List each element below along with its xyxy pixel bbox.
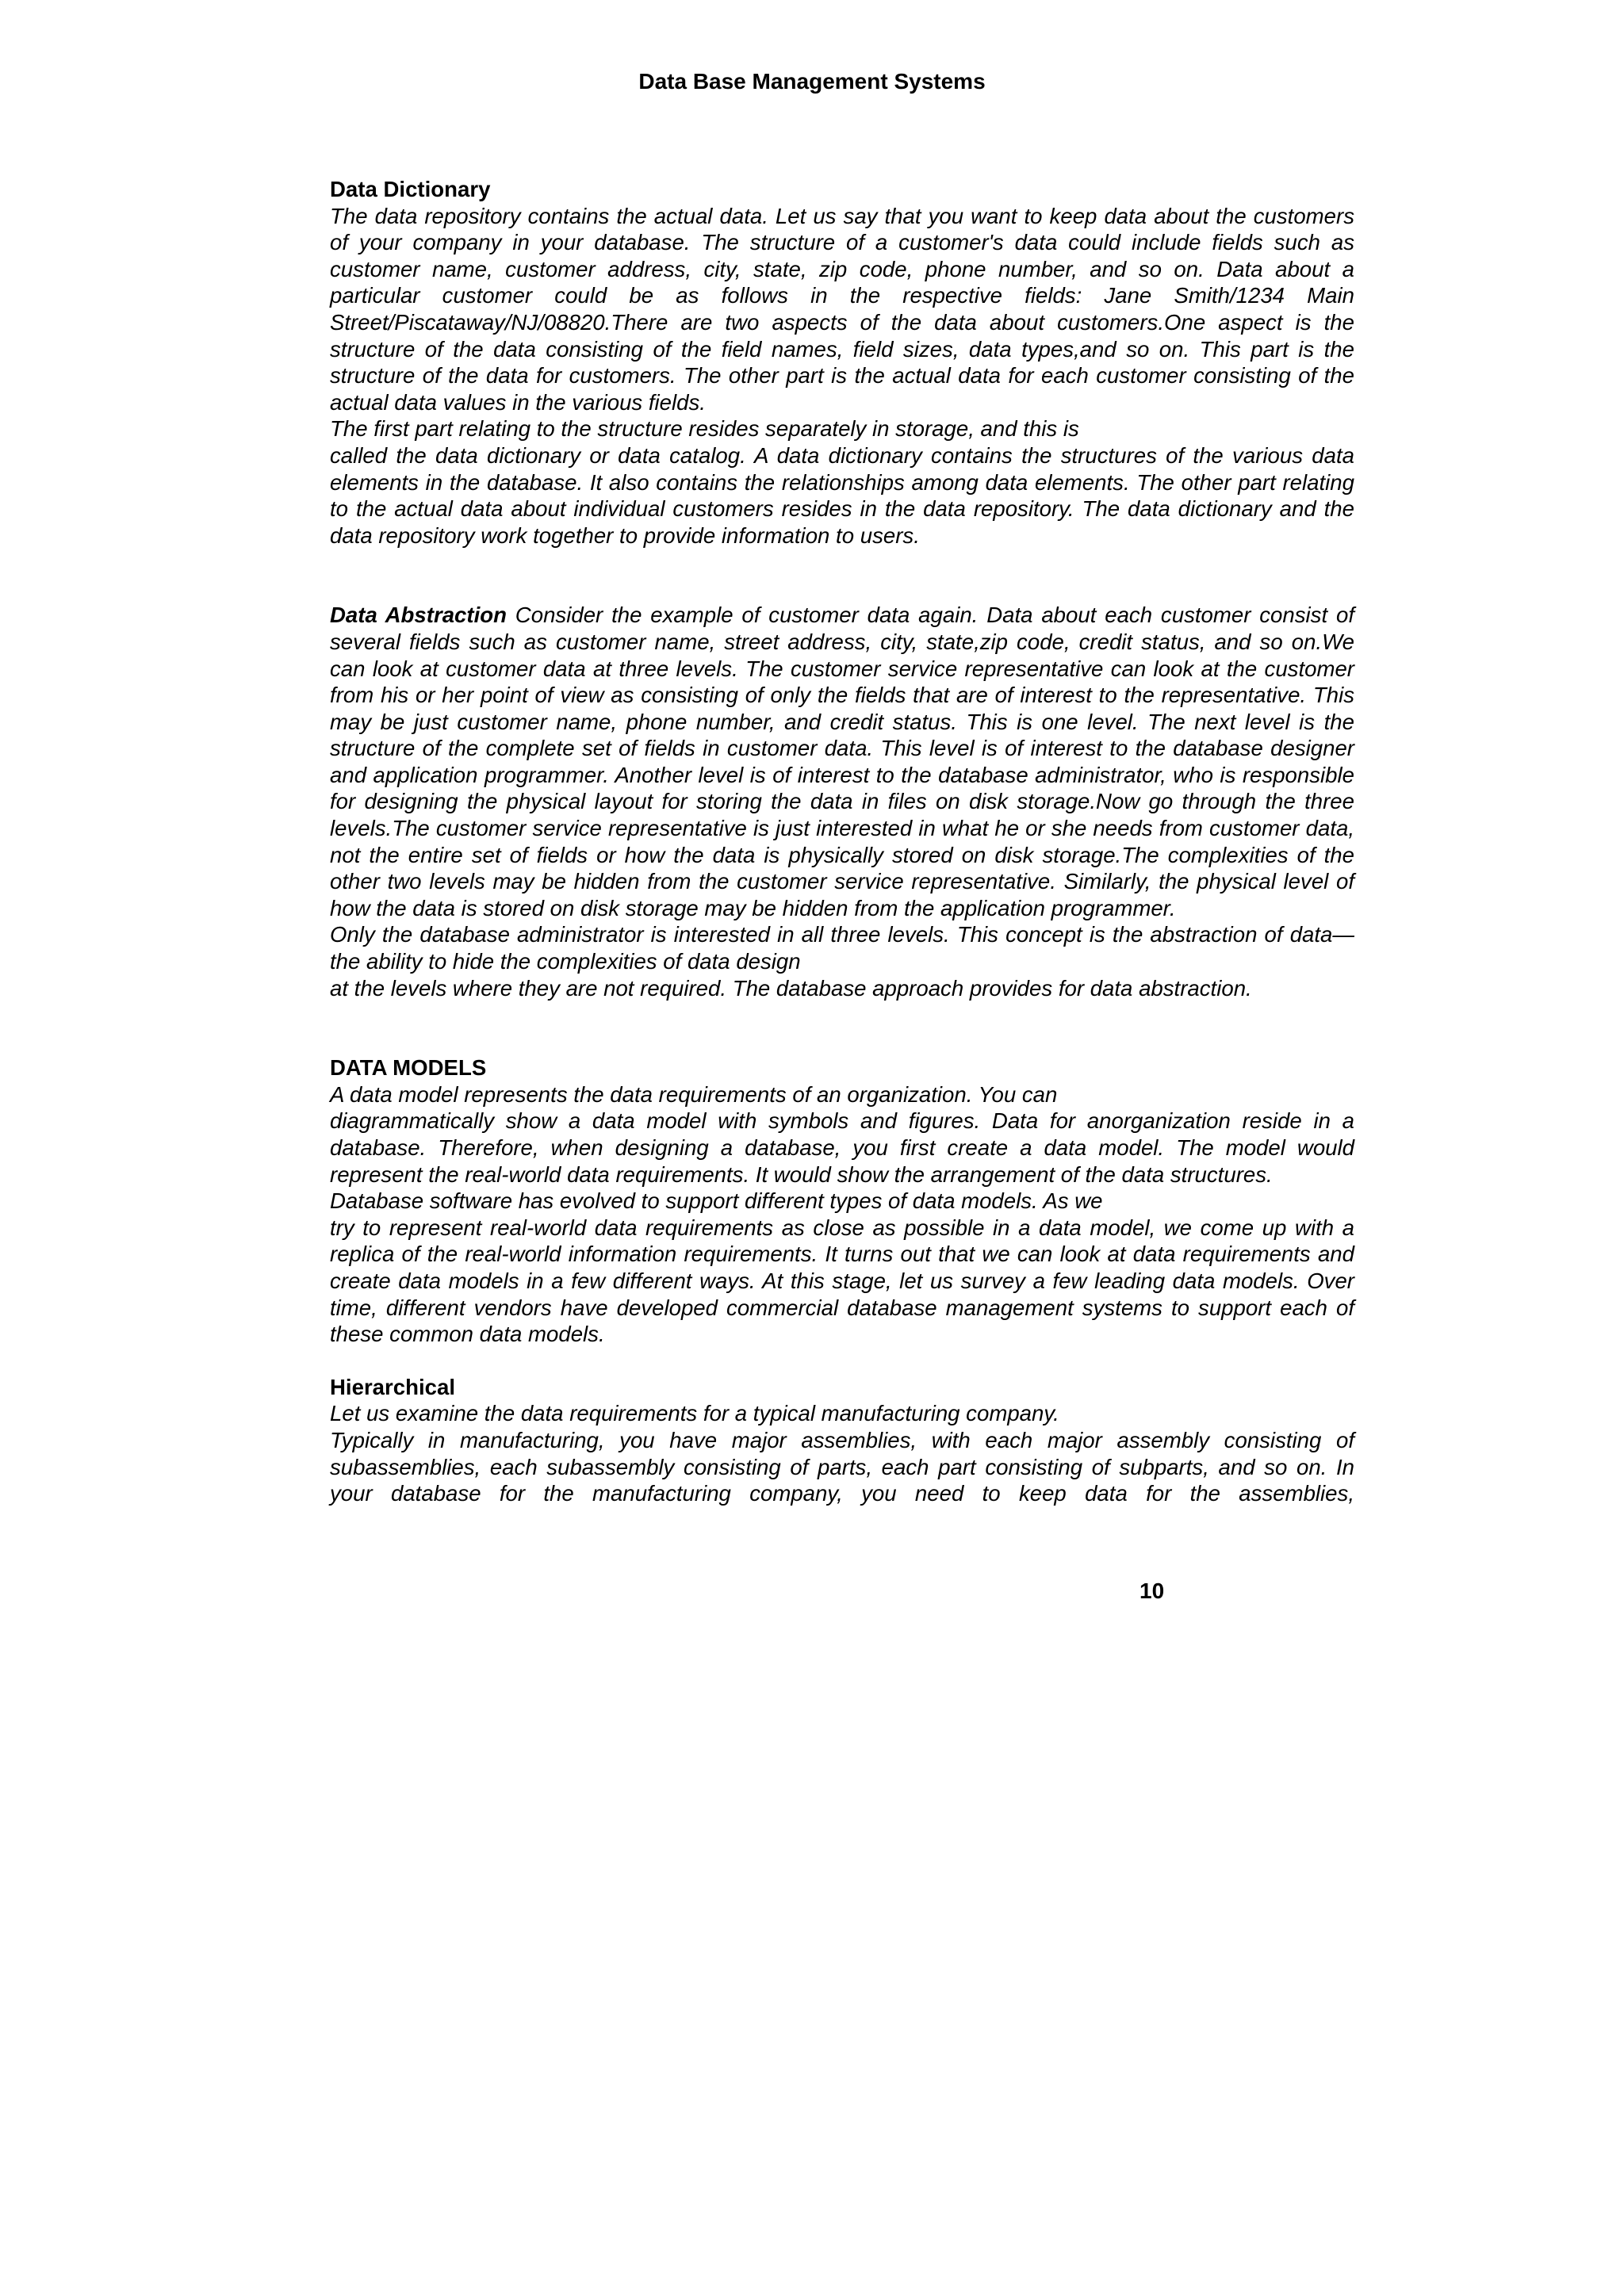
document-body bbox=[330, 176, 1354, 1507]
section-title-hierarchical: Hierarchical bbox=[330, 1374, 455, 1399]
paragraph-hierarchical-2: Typically in manufacturing, you have major assemblies, with each major assembly consisting of subassemblies, each subassembly consisting of parts, each part consisting of subparts, and so on. In your database for the manufacturing company, you need to keep data for the assemblies, bbox=[330, 1427, 1354, 1506]
paragraph-hierarchical-1: Let us examine the data requirements for a typical manufacturing company. bbox=[330, 1401, 1059, 1426]
paragraph-data-abstraction-1 bbox=[330, 602, 1354, 921]
section-title-data-dictionary: Data Dictionary bbox=[330, 177, 491, 201]
paragraph-data-models-2: try to represent real-world data requirements as close as possible in a data model, we come up with a replica of the real-world information requirements. It turns out that we can look at data requirements and create data models in a few different ways. At this stage, let us survey a few leading data models. Over time, different vendors have developed commercial database management systems to support each of these common data models. bbox=[330, 1215, 1354, 1347]
paragraph-data-dictionary-2-first-line: The first part relating to the structure resides separately in storage, and this is bbox=[330, 416, 1079, 442]
paragraph-data-models-1-first-line: A data model represents the data requirements of an organization. You can bbox=[330, 1081, 1058, 1107]
paragraph-data-dictionary-2: called the data dictionary or data catalog. A data dictionary contains the structures of the various data elements in the database. It also contains the relationships among data elements. The other part relating to the actual data about individual customers resides in the data repository. The data dictionary and the data repository work together to provide information to users. bbox=[330, 442, 1354, 548]
paragraph-data-models-1: diagrammatically show a data model with symbols and figures. Data for anorganization reside in a database. Therefore, when designing a database, you first create a data model. The model would represent the real-world data requirements. It would show the arrangement of the data structures. bbox=[330, 1108, 1354, 1187]
paragraph-data-abstraction-3: at the levels where they are not required. The database approach provides for data abstraction. bbox=[330, 975, 1252, 1001]
page-number: 10 bbox=[1139, 1578, 1165, 1603]
section-title-data-models: DATA MODELS bbox=[330, 1055, 487, 1081]
paragraph-data-dictionary-1: The data repository contains the actual data. Let us say that you want to keep data about the customers of your company in your database. The structure of a customer's data could include fields such as customer name, customer address, city, state, zip code, phone number, and so on. Data about a particular customer could be as follows in the respective fields: Jane Smith/1234 Main Street/Piscataway/NJ/08820.There are two aspects of the data about customers.One aspect is the structure of the data consisting of the field names, field sizes, data types,and so on. This part is the structure of the data for customers. The other part is the actual data for each customer consisting of the actual data values in the various fields. bbox=[330, 203, 1354, 415]
page-header-title: Data Base Management Systems bbox=[638, 69, 986, 94]
paragraph-data-abstraction-2: Only the database administrator is interested in all three levels. This concept is the abstraction of data—the ability to hide the complexities of data design bbox=[330, 922, 1354, 974]
paragraph-data-abstraction-1-text: Consider the example of customer data again. Data about each customer consist of several fields such as customer name, street address, city, state,zip code, credit status, and so on.We can look at customer data at three levels. The customer service representative can look at the customer from his or her point of view as consisting of only the fields that are of interest to the representative. This may be just customer name, phone number, and credit status. This is one level. The next level is the structure of the complete set of fields in customer data. This level is of interest to the database designer and application programmer. Another level is of interest to the database administrator, who is responsible for designing the physical layout for storing the data in files on disk storage.Now go through the three levels.The customer service representative is just interested in what he or she needs from customer data, not the entire set of fields or how the data is physically stored on disk storage.The complexities of the other two levels may be hidden from the customer service representative. Similarly, the physical level of how the data is stored on disk storage may be hidden from the application programmer. bbox=[330, 603, 1354, 920]
section-title-data-abstraction: Data Abstraction bbox=[330, 603, 507, 628]
paragraph-data-models-2-first-line: Database software has evolved to support different types of data models. As we bbox=[330, 1188, 1103, 1214]
